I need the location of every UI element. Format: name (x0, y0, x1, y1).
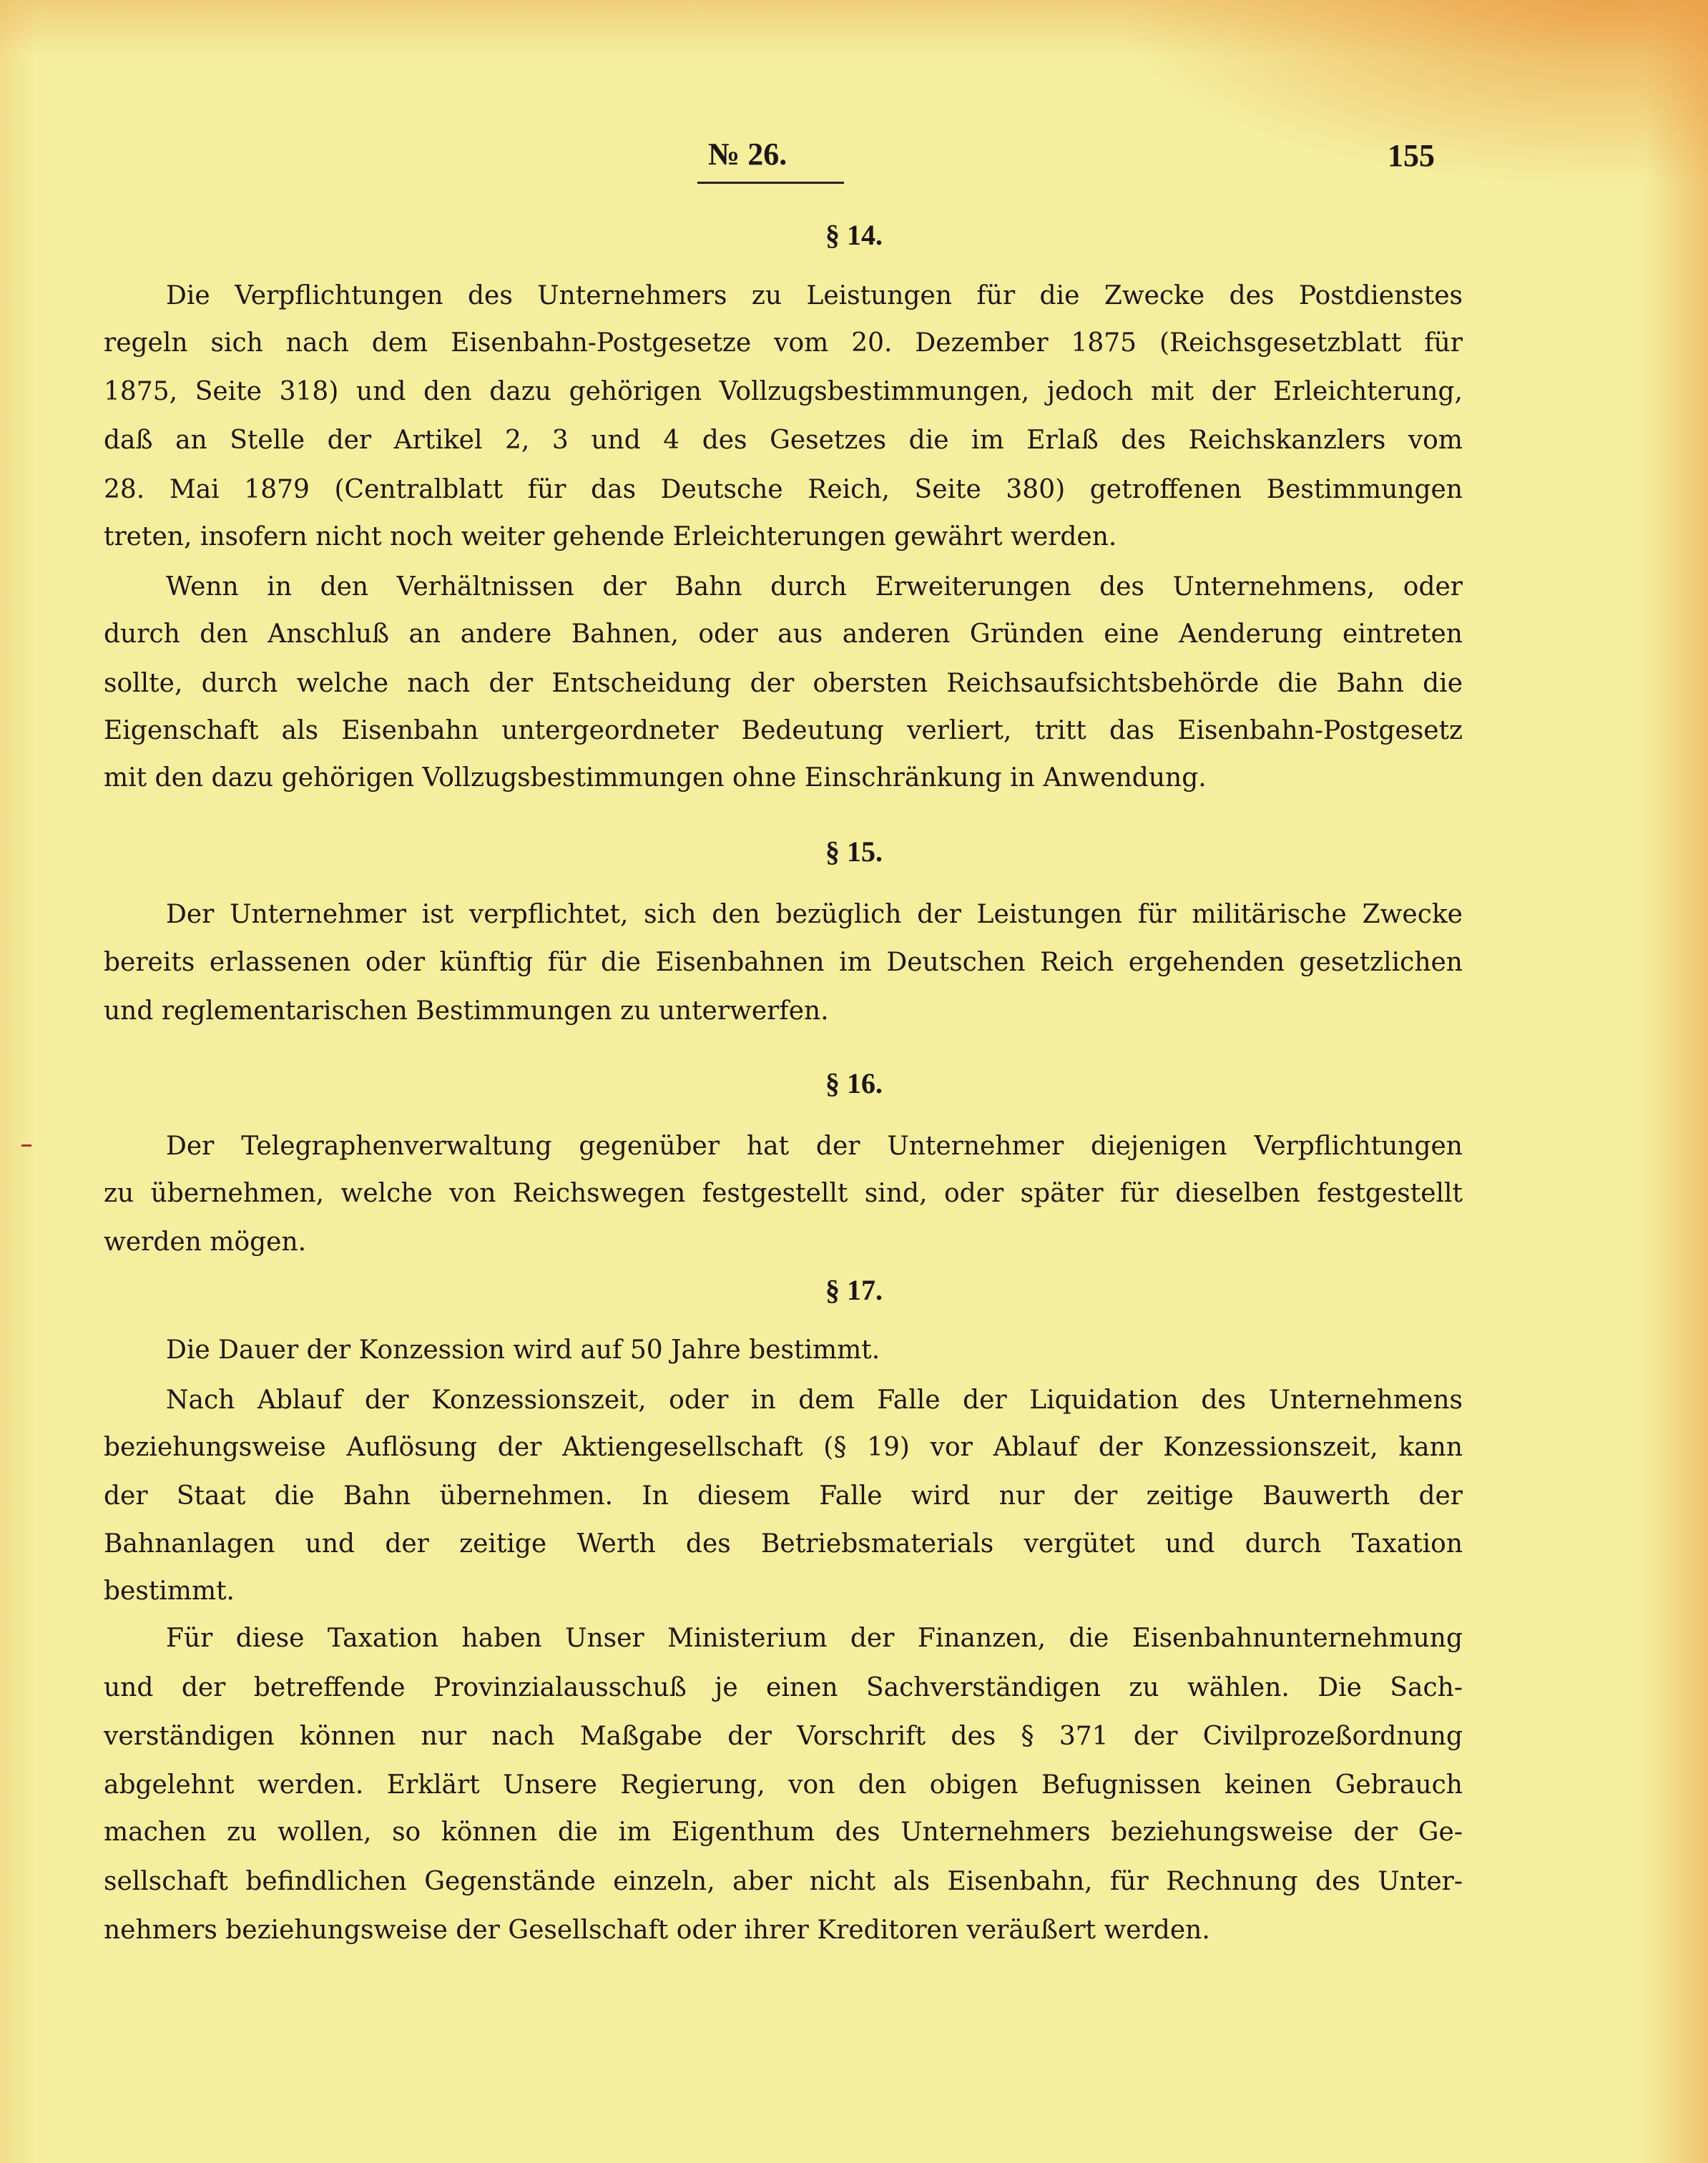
text-line (166, 1329, 1463, 1372)
text-line-content: Der Unternehmer ist verpflichtet, sich den bezüglich der Leistungen für militärische Zwecke (166, 900, 1463, 929)
text-line-content: Der Telegraphenverwaltung gegenüber hat der Unternehmer diejenigen Verpflichtungen (166, 1132, 1463, 1161)
text-line-content: Eigenschaft als Eisenbahn untergeordneter Bedeutung verliert, tritt das Eisenbahn-Postgesetz (104, 716, 1463, 745)
section-heading: § 16. (825, 1067, 883, 1099)
text-line (104, 1764, 1463, 1807)
text-line-content: zu übernehmen, welche von Reichswegen festgestellt sind, oder später für dieselben festgestellt (104, 1179, 1463, 1208)
text-line (104, 1570, 1463, 1613)
text-line-content: machen zu wollen, so können die im Eigenthum des Unternehmers beziehungsweise der Ge- (104, 1818, 1463, 1847)
text-line-content: 1875, Seite 318) und den dazu gehörigen Vollzugsbestimmungen, jedoch mit der Erleichterung, (104, 377, 1463, 406)
text-line (104, 1221, 1463, 1264)
text-line-content: Nach Ablauf der Konzessionszeit, oder in dem Falle der Liquidation des Unternehmens (166, 1385, 1463, 1415)
text-line-content: Die Dauer der Konzession wird auf 50 Jahre bestimmt. (166, 1335, 880, 1365)
text-line (104, 757, 1463, 800)
page-number: 155 (1388, 138, 1435, 173)
text-line-content: bereits erlassenen oder künftig für die Eisenbahnen im Deutschen Reich ergehenden gesetzlichen (104, 948, 1463, 977)
section-heading: § 15. (825, 835, 883, 868)
section-heading: § 17. (825, 1274, 883, 1306)
text-line (104, 662, 1463, 705)
text-line (104, 371, 1463, 413)
text-line (104, 1426, 1463, 1469)
margin-mark (21, 1144, 31, 1147)
text-line-content: der Staat die Bahn übernehmen. In diesem Falle wird nur der zeitige Bauwerth der (104, 1481, 1463, 1511)
text-line-content: regeln sich nach dem Eisenbahn-Postgesetze vom 20. Dezember 1875 (Reichsgesetzblatt für (104, 328, 1463, 358)
text-line (166, 1125, 1463, 1168)
section-heading: § 14. (825, 219, 883, 251)
issue-number: № 26. (708, 137, 787, 172)
text-line (166, 893, 1463, 936)
text-line-content: Bahnanlagen und der zeitige Werth des Betriebsmaterials vergütet und durch Taxation (104, 1529, 1463, 1559)
text-line (104, 1172, 1463, 1215)
text-line-content: abgelehnt werden. Erklärt Unsere Regierung, von den obigen Befugnissen keinen Gebrauch (104, 1770, 1463, 1800)
text-line-content: verständigen können nur nach Maßgabe der Vorschrift des § 371 der Civilprozeßordnung (104, 1722, 1463, 1751)
text-line (104, 1523, 1463, 1566)
text-line (166, 1379, 1463, 1422)
text-line-content: und der betreffende Provinzialausschuß je einen Sachverständigen zu wählen. Die Sach- (104, 1673, 1463, 1702)
text-line (104, 1667, 1463, 1710)
header-rule (697, 182, 844, 184)
text-line-content: Für diese Taxation haben Unser Ministerium der Finanzen, die Eisenbahnunternehmung (166, 1624, 1463, 1653)
text-line (104, 710, 1463, 752)
text-line (104, 516, 1463, 559)
text-line (166, 275, 1463, 318)
text-line-content: mit den dazu gehörigen Vollzugsbestimmungen ohne Einschränkung in Anwendung. (104, 763, 1207, 793)
text-line-content: werden mögen. (104, 1227, 307, 1257)
text-line-content: daß an Stelle der Artikel 2, 3 und 4 des Gesetzes die im Erlaß des Reichskanzlers vom (104, 426, 1463, 455)
text-line-content: Wenn in den Verhältnissen der Bahn durch Erweiterungen des Unternehmens, oder (166, 572, 1463, 602)
text-line-content: beziehungsweise Auflösung der Aktiengesellschaft (§ 19) vor Ablauf der Konzessionszeit, kann (104, 1433, 1463, 1462)
text-line (166, 566, 1463, 609)
text-line-content: Die Verpflichtungen des Unternehmers zu Leistungen für die Zwecke des Postdienstes (166, 281, 1463, 310)
text-line (104, 322, 1463, 365)
text-line (104, 1475, 1463, 1518)
text-line (166, 1617, 1463, 1660)
text-line (104, 419, 1463, 462)
text-line-content: und reglementarischen Bestimmungen zu unterwerfen. (104, 996, 829, 1026)
text-line (104, 941, 1463, 984)
text-line (104, 990, 1463, 1033)
text-line (104, 1811, 1463, 1854)
text-line-content: nehmers beziehungsweise der Gesellschaft oder ihrer Kreditoren veräußert werden. (104, 1916, 1210, 1945)
text-line (104, 469, 1463, 511)
text-line (104, 1715, 1463, 1758)
text-line (104, 1860, 1463, 1903)
text-line-content: 28. Mai 1879 (Centralblatt für das Deutsche Reich, Seite 380) getroffenen Bestimmungen (104, 475, 1463, 504)
text-line (104, 1909, 1463, 1952)
text-line-content: treten, insofern nicht noch weiter gehende Erleichterungen gewährt werden. (104, 522, 1117, 551)
text-line-content: sellschaft befindlichen Gegenstände einzeln, aber nicht als Eisenbahn, für Rechnung des Unter- (104, 1867, 1463, 1896)
text-line (104, 613, 1463, 656)
text-line-content: bestimmt. (104, 1576, 235, 1606)
text-line-content: durch den Anschluß an andere Bahnen, oder aus anderen Gründen eine Aenderung eintreten (104, 619, 1463, 649)
text-line-content: sollte, durch welche nach der Entscheidung der obersten Reichsaufsichtsbehörde die Bahn die (104, 669, 1463, 698)
